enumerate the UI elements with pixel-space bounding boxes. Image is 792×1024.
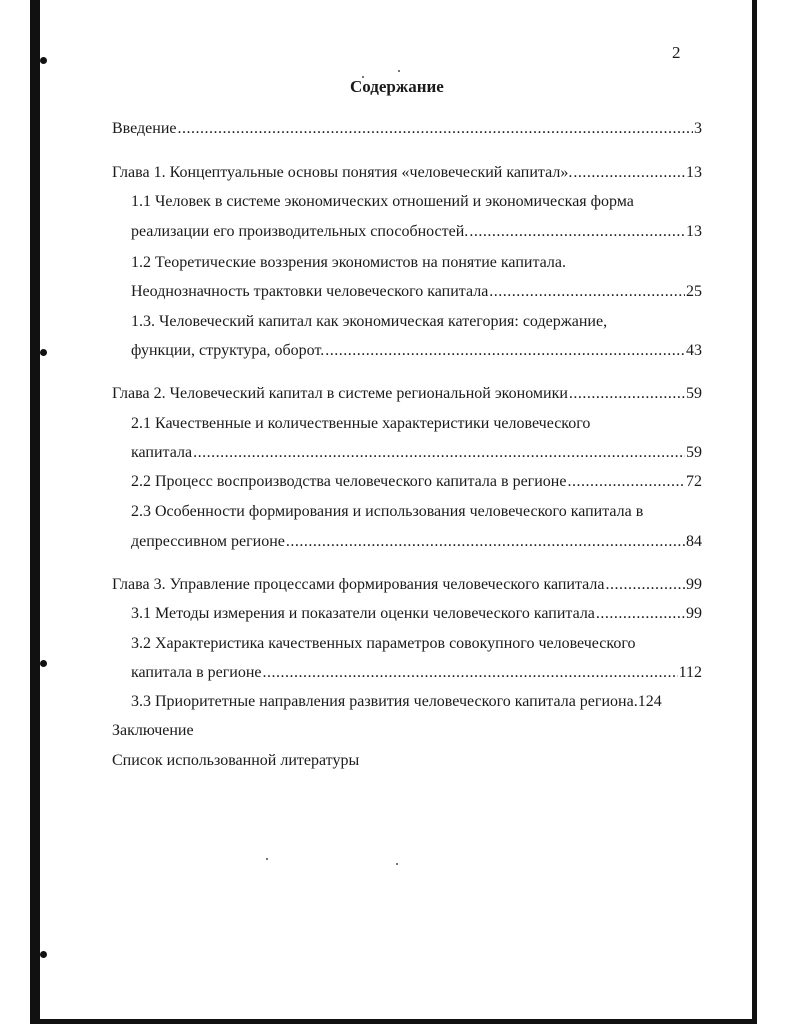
toc-entry-chapter-1[interactable] [112, 164, 702, 190]
scan-speck [396, 863, 398, 865]
toc-entry-text: 3.3 Приоритетные направления развития человеческого капитала региона. [131, 693, 638, 710]
punch-hole-mark [40, 660, 47, 667]
punch-hole-mark [40, 951, 47, 958]
toc-page-number: 13 [686, 223, 702, 240]
toc-entry-text: 1.3. Человеческий капитал как экономическая категория: содержание, [131, 313, 608, 330]
toc-entry-text: 2.1 Качественные и количественные характеристики человеческого [131, 415, 591, 432]
toc-entry-conclusion[interactable] [112, 722, 612, 748]
toc-entry-text: капитала в регионе [131, 664, 262, 681]
scan-border-left [30, 0, 40, 1024]
toc-entry-chapter-3[interactable] [112, 576, 702, 602]
scan-border-bottom [30, 1019, 757, 1024]
dot-leader [263, 664, 678, 682]
toc-page-number: 59 [686, 385, 702, 402]
scan-speck [398, 70, 400, 72]
toc-entry-introduction[interactable] [112, 120, 702, 146]
dot-leader [567, 473, 685, 491]
toc-entry-text: Глава 1. Концептуальные основы понятия «человеческий капитал». [112, 164, 573, 181]
toc-page-number: 13 [686, 164, 702, 181]
toc-entry-text: Глава 2. Человеческий капитал в системе региональной экономики [112, 385, 568, 402]
dot-leader [325, 342, 685, 360]
dot-leader [596, 605, 685, 623]
toc-entry-text: 2.2 Процесс воспроизводства человеческого капитала в регионе [131, 473, 567, 490]
toc-entry-1-2-line2[interactable] [131, 283, 702, 309]
toc-entry-1-3-line2[interactable] [131, 342, 702, 368]
toc-page-number: 3 [694, 120, 702, 137]
toc-entry-1-2-line1[interactable] [131, 254, 702, 280]
toc-entry-chapter-2[interactable] [112, 385, 702, 411]
toc-entry-text: 3.1 Методы измерения и показатели оценки человеческого капитала [131, 605, 595, 622]
toc-page-number: 124 [637, 693, 662, 710]
scan-border-right [752, 0, 757, 1024]
toc-page-number: 43 [686, 342, 702, 359]
toc-entry-text: Список использованной литературы [112, 752, 360, 769]
toc-entry-text: Неоднозначность трактовки человеческого капитала [131, 283, 489, 300]
dot-leader [569, 385, 685, 403]
toc-entry-text: 2.3 Особенности формирования и использования человеческого капитала в [131, 503, 644, 520]
toc-entry-3-1[interactable] [131, 605, 702, 631]
toc-entry-text: депрессивном регионе [131, 533, 285, 550]
toc-page-number: 99 [686, 605, 702, 622]
scan-speck [266, 858, 268, 860]
dot-leader [606, 576, 685, 594]
toc-entry-1-3-line1[interactable] [131, 313, 702, 339]
dot-leader [178, 120, 694, 138]
punch-hole-mark [40, 349, 47, 356]
toc-entry-2-1-line1[interactable] [131, 415, 702, 441]
dot-leader [469, 223, 685, 241]
toc-entry-text: Заключение [112, 722, 194, 739]
toc-page-number: 84 [686, 533, 702, 550]
page-title: Содержание [350, 77, 444, 96]
toc-entry-text: 1.1 Человек в системе экономических отношений и экономическая форма [131, 193, 634, 210]
dot-leader [193, 444, 685, 462]
toc-entry-2-2[interactable] [131, 473, 702, 499]
toc-page-number: 59 [686, 444, 702, 461]
toc-entry-text: функции, структура, оборот. [131, 342, 325, 359]
toc-page-number: 25 [686, 283, 702, 300]
punch-hole-mark [40, 57, 47, 64]
toc-entry-3-3[interactable] [131, 693, 702, 719]
dot-leader [489, 283, 685, 301]
toc-page-number: 99 [686, 576, 702, 593]
toc-entry-2-3-line1[interactable] [131, 503, 702, 529]
toc-entry-3-2-line2[interactable] [131, 664, 702, 690]
toc-entry-text: реализации его производительных способностей. [131, 223, 469, 240]
toc-entry-text: 1.2 Теоретические воззрения экономистов на понятие капитала. [131, 254, 566, 271]
page-number: 2 [672, 43, 681, 62]
toc-entry-text: 3.2 Характеристика качественных параметров совокупного человеческого [131, 635, 636, 652]
toc-entry-text: Глава 3. Управление процессами формирования человеческого капитала [112, 576, 605, 593]
dot-leader [573, 164, 685, 182]
toc-entry-1-1-line2[interactable] [131, 223, 702, 249]
dot-leader [286, 533, 685, 551]
toc-entry-2-3-line2[interactable] [131, 533, 702, 559]
toc-entry-2-1-line2[interactable] [131, 444, 702, 470]
toc-entry-text: капитала [131, 444, 193, 461]
toc-entry-3-2-line1[interactable] [131, 635, 702, 661]
toc-entry-bibliography[interactable] [112, 752, 612, 778]
toc-page-number: 72 [686, 473, 702, 490]
toc-entry-text: Введение [112, 120, 177, 137]
toc-entry-1-1-line1[interactable] [131, 193, 702, 219]
toc-page-number: 112 [678, 664, 702, 681]
